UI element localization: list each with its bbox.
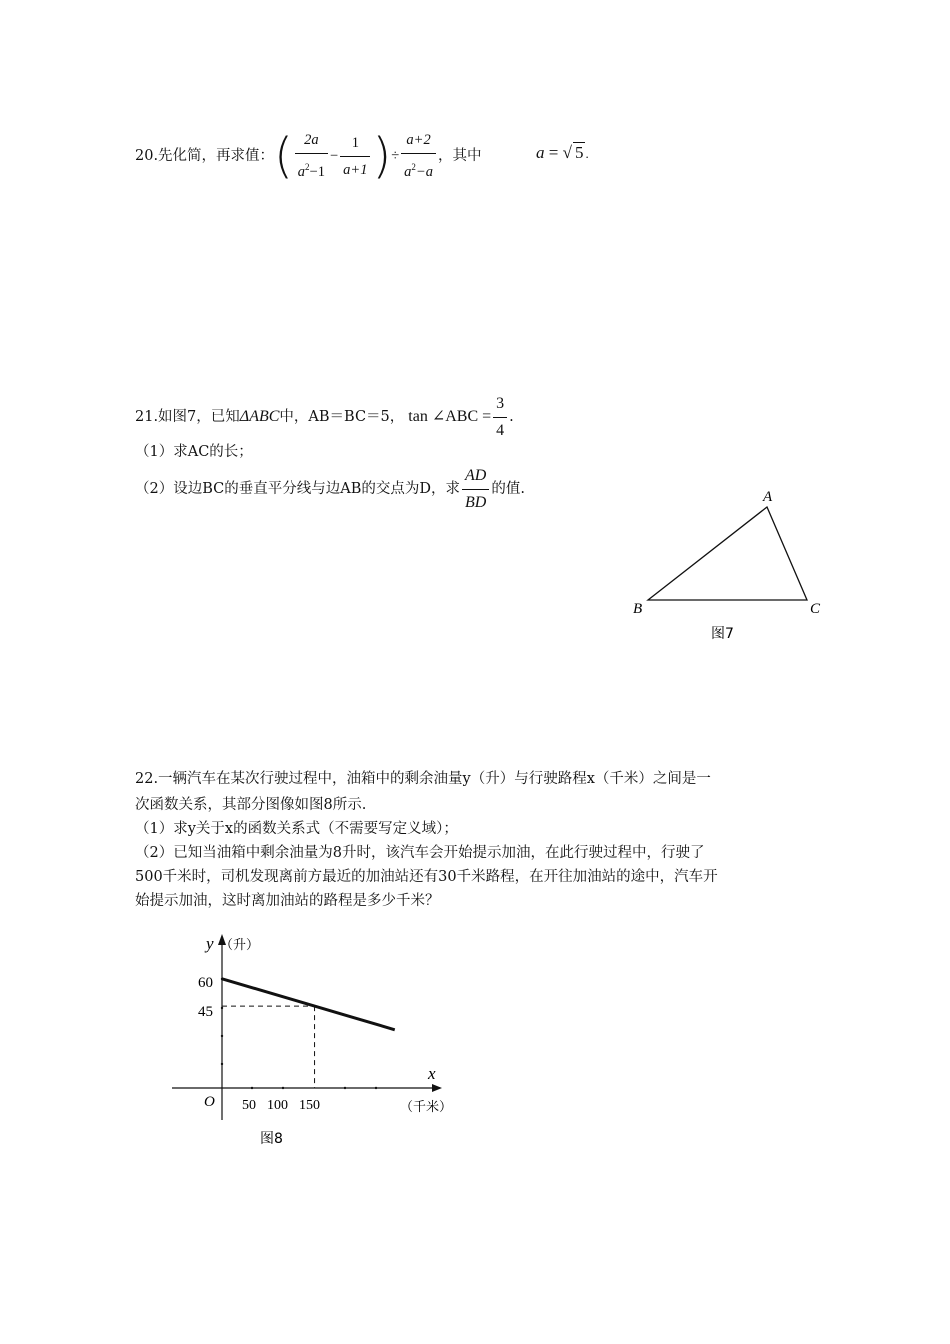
question-21-part2: （2）设边BC的垂直平分线与边AB的交点为D，求 $\frac{AD}{BD}$ 的值. — [135, 466, 525, 512]
divide-sign: ÷ — [391, 148, 400, 164]
fraction-1 — [340, 132, 370, 181]
x-tick-label-100: 100 — [267, 1098, 288, 1113]
q22-line4: （2）已知当油箱中剩余油量为8升时，该汽车会开始提示加油，在此行驶过程中，行驶了 — [135, 845, 705, 861]
q20-prefix: 20.先化简，再求值： — [135, 148, 275, 164]
x-tick-dot — [251, 1087, 253, 1089]
x-tick-label-150: 150 — [299, 1098, 320, 1113]
origin-label: O — [204, 1094, 215, 1110]
vertex-c-label: C — [810, 601, 821, 617]
q20-condition: a = √ 5 . — [536, 143, 589, 162]
left-paren: ( — [274, 128, 293, 184]
q22-line6: 始提示加油，这时离加油站的路程是多少千米？ — [135, 893, 440, 909]
right-paren: ) — [372, 128, 392, 184]
vertex-a-label: A — [763, 489, 773, 505]
y-tick-dot — [221, 1063, 223, 1065]
q21-part1: （1）求AC的长； — [135, 444, 253, 460]
fraction-ad-bd: $\frac{AD}{BD}$ — [462, 465, 489, 514]
fraction-numerator: a+2 — [401, 129, 436, 154]
x-axis-arrow — [432, 1084, 442, 1092]
x-tick-label-50: 50 — [242, 1098, 256, 1113]
triangle-shape — [648, 507, 807, 600]
y-tick-label-45: 45 — [198, 1004, 213, 1020]
triangle-abc: ΔABC — [239, 408, 280, 425]
y-tick-dot — [221, 1007, 223, 1009]
minus-sign: − — [329, 148, 339, 164]
fraction-3-4: $\frac{3}{4}$ — [493, 393, 507, 442]
x-tick-dot — [344, 1087, 346, 1089]
q22-line3: （1）求y关于x的函数关系式（不需要写定义域）； — [135, 821, 458, 837]
vertex-b-label: B — [633, 601, 643, 617]
fraction-denominator: $a^2-1$ — [297, 162, 325, 180]
question-21-line1: 21.如图7，已知 ΔABC 中，AB＝BC＝5， tan ∠ABC = $\frac{3}{4}$ . — [135, 394, 514, 440]
y-axis-label: y — [206, 934, 214, 953]
y-tick-label-60: 60 — [198, 975, 213, 991]
y-unit-label: （升） — [220, 938, 260, 953]
question-20 — [135, 128, 481, 184]
fraction-a-plus-2 — [401, 129, 436, 183]
tan-expression: tan ∠ABC = — [408, 408, 492, 425]
fraction-denominator: a+1 — [343, 161, 368, 178]
figure-7-caption: 图7 — [711, 626, 734, 642]
fraction-2a — [295, 129, 328, 183]
y-tick-dot — [221, 1035, 223, 1037]
x-tick-dot — [375, 1087, 377, 1089]
data-line — [222, 979, 395, 1030]
q20-mid: ，其中 — [437, 148, 482, 164]
q22-line1: 22.一辆汽车在某次行驶过程中，油箱中的剩余油量y（升）与行驶路程x（千米）之间是一 — [135, 771, 711, 787]
x-unit-label: （千米） — [400, 1100, 453, 1115]
figure-8 — [160, 925, 480, 1155]
figure-7 — [620, 480, 840, 650]
x-tick-dot — [282, 1087, 284, 1089]
q22-line2: 次函数关系，其部分图像如图8所示. — [135, 797, 367, 813]
x-axis-label: x — [428, 1064, 436, 1083]
q22-line5: 500千米时，司机发现离前方最近的加油站还有30千米路程，在开往加油站的途中，汽车开 — [135, 869, 718, 885]
figure-8-caption: 图8 — [260, 1131, 283, 1147]
fraction-numerator: 1 — [340, 132, 370, 157]
figure-8-plot — [222, 979, 395, 1088]
fraction-denominator: $a^2-a$ — [404, 162, 433, 180]
fraction-numerator: 2a — [295, 129, 328, 154]
